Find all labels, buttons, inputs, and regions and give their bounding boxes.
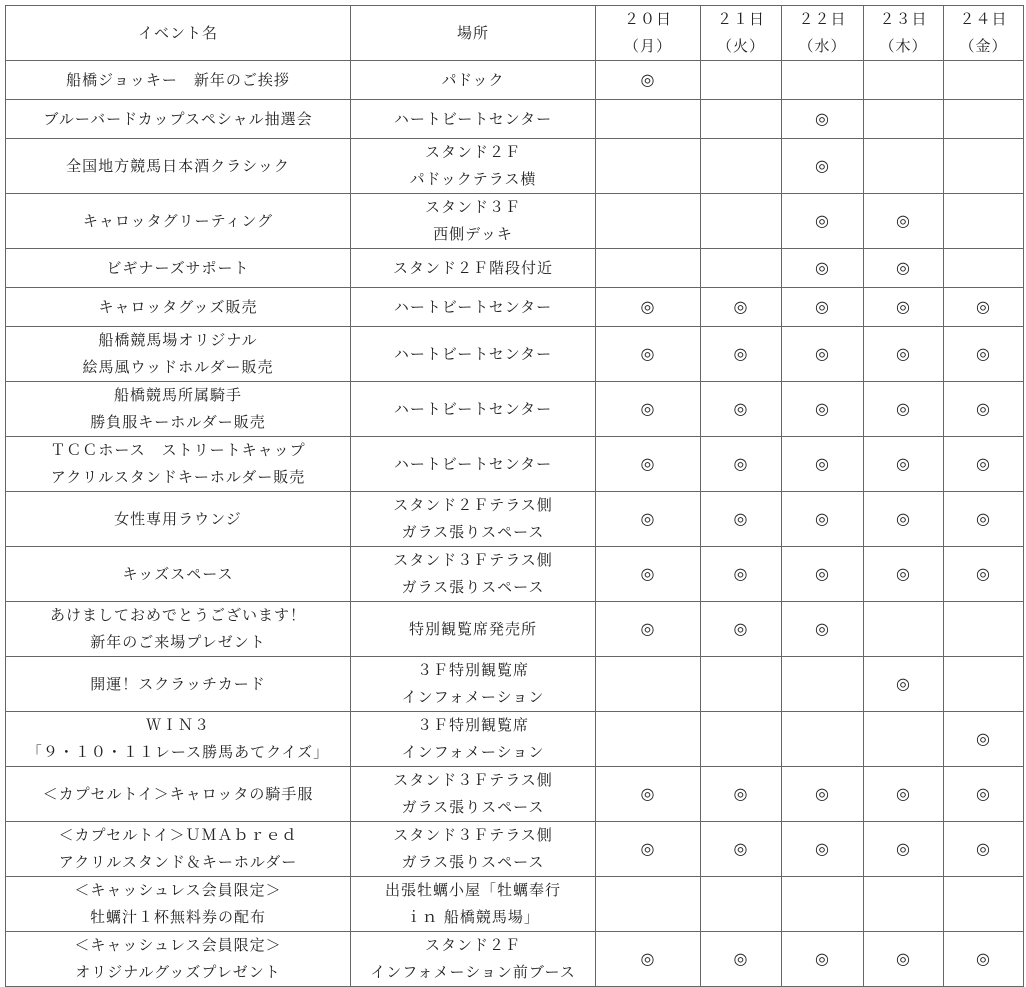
double-circle-mark: ◎ — [976, 399, 991, 418]
table-row — [6, 194, 1024, 249]
event-name-line: 全国地方競馬日本酒クラシック — [66, 156, 290, 175]
double-circle-mark: ◎ — [896, 211, 911, 230]
table-row — [6, 382, 1024, 437]
event-name-cell — [6, 767, 351, 822]
place-cell — [351, 437, 596, 492]
day-cell — [864, 767, 944, 822]
day-cell — [864, 822, 944, 877]
place-line: ガラス張りスペース — [401, 523, 545, 541]
place-line: ｉｎ 船橋競馬場」 — [406, 908, 540, 926]
day-cell — [596, 712, 701, 767]
table-row — [6, 139, 1024, 194]
day-cell — [864, 139, 944, 194]
table-row — [6, 767, 1024, 822]
event-name-cell — [6, 437, 351, 492]
day-cell — [782, 327, 864, 382]
day-cell — [596, 194, 701, 249]
header-place: 場所 — [351, 6, 596, 61]
day-cell — [701, 139, 782, 194]
day-cell — [701, 602, 782, 657]
double-circle-mark: ◎ — [733, 619, 749, 638]
table-row — [6, 327, 1024, 382]
day-cell — [701, 194, 782, 249]
event-name-line: アクリルスタンド＆キーホルダー — [58, 853, 298, 871]
place-line: 特別観覧席発売所 — [408, 619, 537, 638]
double-circle-mark: ◎ — [815, 784, 830, 803]
day-cell — [701, 932, 782, 987]
double-circle-mark: ◎ — [976, 509, 991, 528]
event-name-line: 勝負服キーホルダー販売 — [90, 413, 266, 431]
day-cell — [944, 492, 1024, 547]
event-name-line: ビギナーズサポート — [106, 258, 250, 277]
day-cell — [701, 382, 782, 437]
header-day-24: ２４日 （金） — [944, 6, 1024, 61]
double-circle-mark: ◎ — [640, 297, 656, 316]
event-name-cell — [6, 822, 351, 877]
double-circle-mark: ◎ — [896, 949, 911, 968]
event-name-cell — [6, 139, 351, 194]
day-cell — [596, 547, 701, 602]
event-name-cell — [6, 61, 351, 100]
double-circle-mark: ◎ — [896, 258, 911, 277]
header-day-20: ２０日 （月） — [596, 6, 701, 61]
double-circle-mark: ◎ — [733, 564, 749, 583]
place-cell — [351, 61, 596, 100]
double-circle-mark: ◎ — [733, 949, 749, 968]
day-cell — [944, 657, 1024, 712]
day-cell — [864, 288, 944, 327]
day-cell — [864, 547, 944, 602]
day-cell — [701, 657, 782, 712]
day-cell — [782, 822, 864, 877]
day-cell — [864, 327, 944, 382]
table-row — [6, 61, 1024, 100]
day-cell — [596, 139, 701, 194]
day-cell — [782, 437, 864, 492]
double-circle-mark: ◎ — [976, 784, 991, 803]
event-name-line: キッズスペース — [122, 564, 234, 583]
place-cell — [351, 767, 596, 822]
place-cell — [351, 657, 596, 712]
day-cell — [944, 139, 1024, 194]
place-line: 西側デッキ — [433, 225, 513, 243]
place-line: スタンド３Ｆテラス側 — [393, 551, 553, 569]
table-row — [6, 288, 1024, 327]
day-cell — [864, 194, 944, 249]
place-cell — [351, 100, 596, 139]
day-cell — [864, 100, 944, 139]
place-line: ３Ｆ特別観覧席 — [416, 716, 529, 734]
place-line: ハートビートセンター — [393, 344, 553, 363]
day-cell — [864, 877, 944, 932]
day-cell — [782, 382, 864, 437]
event-name-line: アクリルスタンドキーホルダー販売 — [50, 468, 306, 486]
event-name-line: 開運！スクラッチカード — [90, 674, 266, 693]
event-name-cell — [6, 249, 351, 288]
place-line: ガラス張りスペース — [401, 853, 545, 871]
day-cell — [944, 822, 1024, 877]
place-line: ハートビートセンター — [393, 399, 553, 418]
event-name-line: キャロッタグッズ販売 — [98, 297, 258, 316]
double-circle-mark: ◎ — [896, 509, 911, 528]
event-name-cell — [6, 877, 351, 932]
day-cell — [596, 249, 701, 288]
place-cell — [351, 712, 596, 767]
event-name-cell — [6, 100, 351, 139]
day-cell — [782, 139, 864, 194]
day-cell — [864, 932, 944, 987]
day-cell — [596, 602, 701, 657]
double-circle-mark: ◎ — [815, 258, 830, 277]
double-circle-mark: ◎ — [640, 949, 656, 968]
place-line: ガラス張りスペース — [401, 798, 545, 816]
place-cell — [351, 932, 596, 987]
double-circle-mark: ◎ — [896, 454, 911, 473]
day-cell — [596, 100, 701, 139]
day-cell — [782, 288, 864, 327]
place-line: ハートビートセンター — [393, 297, 553, 316]
double-circle-mark: ◎ — [640, 564, 656, 583]
place-cell — [351, 139, 596, 194]
place-line: パドックテラス横 — [409, 170, 537, 188]
event-name-cell — [6, 932, 351, 987]
day-cell — [596, 61, 701, 100]
day-cell — [782, 602, 864, 657]
event-name-line: 絵馬風ウッドホルダー販売 — [82, 358, 274, 376]
schedule-body — [6, 61, 1024, 987]
double-circle-mark: ◎ — [976, 839, 991, 858]
double-circle-mark: ◎ — [640, 839, 656, 858]
table-row — [6, 822, 1024, 877]
place-line: スタンド２Ｆ — [424, 143, 521, 161]
double-circle-mark: ◎ — [896, 839, 911, 858]
table-row — [6, 492, 1024, 547]
event-name-line: ＜カプセルトイ＞キャロッタの騎手服 — [42, 784, 314, 803]
day-cell — [944, 547, 1024, 602]
event-name-line: 船橋競馬所属騎手 — [113, 386, 242, 404]
event-name-line: 船橋競馬場オリジナル — [98, 331, 258, 349]
event-name-cell — [6, 382, 351, 437]
day-cell — [596, 327, 701, 382]
place-line: ３Ｆ特別観覧席 — [416, 661, 529, 679]
day-cell — [944, 194, 1024, 249]
day-cell — [701, 327, 782, 382]
header-event-name: イベント名 — [6, 6, 351, 61]
event-name-cell — [6, 288, 351, 327]
event-name-cell — [6, 712, 351, 767]
event-name-line: ＷＩＮ３ — [145, 716, 210, 734]
place-line: ハートビートセンター — [393, 109, 553, 128]
day-cell — [944, 288, 1024, 327]
table-row — [6, 932, 1024, 987]
day-cell — [944, 712, 1024, 767]
event-name-cell — [6, 602, 351, 657]
table-row — [6, 877, 1024, 932]
event-name-line: ＜キャッシュレス会員限定＞ — [74, 936, 282, 954]
place-cell — [351, 602, 596, 657]
day-cell — [944, 327, 1024, 382]
double-circle-mark: ◎ — [815, 509, 830, 528]
day-cell — [944, 382, 1024, 437]
day-cell — [944, 100, 1024, 139]
place-cell — [351, 547, 596, 602]
double-circle-mark: ◎ — [976, 454, 991, 473]
day-cell — [864, 657, 944, 712]
double-circle-mark: ◎ — [640, 784, 656, 803]
double-circle-mark: ◎ — [896, 297, 911, 316]
event-name-line: あけましておめでとうございます！ — [49, 606, 306, 624]
table-row — [6, 547, 1024, 602]
place-line: スタンド２Ｆ — [424, 936, 521, 954]
double-circle-mark: ◎ — [976, 564, 991, 583]
double-circle-mark: ◎ — [896, 564, 911, 583]
day-cell — [596, 382, 701, 437]
day-cell — [596, 437, 701, 492]
day-cell — [701, 492, 782, 547]
place-line: インフォメーション前ブース — [370, 963, 576, 981]
day-cell — [596, 657, 701, 712]
day-cell — [782, 547, 864, 602]
table-row — [6, 657, 1024, 712]
place-line: 出張牡蠣小屋「牡蠣奉行 — [384, 881, 561, 899]
day-cell — [596, 932, 701, 987]
day-cell — [864, 249, 944, 288]
place-cell — [351, 249, 596, 288]
place-cell — [351, 194, 596, 249]
double-circle-mark: ◎ — [640, 344, 656, 363]
event-name-line: ブルーバードカップスペシャル抽選会 — [43, 109, 313, 128]
day-cell — [596, 288, 701, 327]
day-cell — [701, 61, 782, 100]
table-row — [6, 712, 1024, 767]
double-circle-mark: ◎ — [640, 70, 656, 89]
event-name-line: 牡蠣汁１杯無料券の配布 — [89, 908, 266, 926]
place-cell — [351, 822, 596, 877]
day-cell — [782, 932, 864, 987]
day-cell — [782, 657, 864, 712]
double-circle-mark: ◎ — [896, 674, 911, 693]
event-name-cell — [6, 657, 351, 712]
double-circle-mark: ◎ — [815, 156, 830, 175]
place-cell — [351, 327, 596, 382]
day-cell — [864, 492, 944, 547]
double-circle-mark: ◎ — [976, 297, 991, 316]
header-row — [6, 6, 1024, 61]
day-cell — [782, 877, 864, 932]
place-cell — [351, 877, 596, 932]
table-row — [6, 437, 1024, 492]
day-cell — [944, 767, 1024, 822]
double-circle-mark: ◎ — [815, 949, 830, 968]
place-line: インフォメーション — [401, 688, 545, 706]
day-cell — [701, 437, 782, 492]
place-cell — [351, 382, 596, 437]
table-row — [6, 602, 1024, 657]
event-name-line: ＜カプセルトイ＞ＵＭＡｂｒｅｄ — [58, 826, 298, 844]
double-circle-mark: ◎ — [976, 949, 991, 968]
day-cell — [701, 100, 782, 139]
double-circle-mark: ◎ — [976, 344, 991, 363]
double-circle-mark: ◎ — [733, 399, 749, 418]
double-circle-mark: ◎ — [815, 619, 830, 638]
day-cell — [782, 492, 864, 547]
day-cell — [864, 602, 944, 657]
day-cell — [701, 288, 782, 327]
day-cell — [782, 767, 864, 822]
day-cell — [782, 100, 864, 139]
double-circle-mark: ◎ — [815, 564, 830, 583]
event-name-cell — [6, 194, 351, 249]
day-cell — [944, 602, 1024, 657]
day-cell — [782, 249, 864, 288]
event-name-line: 「９・１０・１１レース勝馬あてクイズ」 — [26, 743, 330, 761]
day-cell — [596, 767, 701, 822]
event-name-line: 新年のご来場プレゼント — [90, 633, 266, 651]
event-schedule-table — [5, 5, 1024, 987]
day-cell — [782, 712, 864, 767]
double-circle-mark: ◎ — [640, 619, 656, 638]
event-name-line: 船橋ジョッキー 新年のご挨拶 — [66, 70, 290, 89]
day-cell — [782, 194, 864, 249]
header-day-22: ２２日 （水） — [782, 6, 864, 61]
double-circle-mark: ◎ — [733, 509, 749, 528]
table-row — [6, 100, 1024, 139]
double-circle-mark: ◎ — [896, 399, 911, 418]
day-cell — [864, 712, 944, 767]
event-name-cell — [6, 492, 351, 547]
double-circle-mark: ◎ — [733, 344, 749, 363]
double-circle-mark: ◎ — [815, 454, 830, 473]
day-cell — [864, 382, 944, 437]
double-circle-mark: ◎ — [815, 211, 830, 230]
double-circle-mark: ◎ — [976, 729, 991, 748]
place-cell — [351, 492, 596, 547]
event-name-line: ＴＣＣホース ストリートキャップ — [50, 441, 306, 459]
day-cell — [596, 822, 701, 877]
day-cell — [701, 547, 782, 602]
double-circle-mark: ◎ — [640, 454, 656, 473]
header-day-23: ２３日 （木） — [864, 6, 944, 61]
event-name-line: オリジナルグッズプレゼント — [75, 963, 281, 981]
day-cell — [864, 437, 944, 492]
double-circle-mark: ◎ — [640, 509, 656, 528]
day-cell — [596, 877, 701, 932]
event-name-line: キャロッタグリーティング — [82, 211, 274, 230]
double-circle-mark: ◎ — [815, 839, 830, 858]
day-cell — [944, 249, 1024, 288]
event-name-line: 女性専用ラウンジ — [114, 509, 242, 528]
day-cell — [701, 249, 782, 288]
double-circle-mark: ◎ — [815, 297, 830, 316]
day-cell — [864, 61, 944, 100]
double-circle-mark: ◎ — [896, 784, 911, 803]
place-line: ハートビートセンター — [393, 454, 553, 473]
place-line: スタンド３Ｆ — [424, 198, 521, 216]
day-cell — [944, 932, 1024, 987]
day-cell — [782, 61, 864, 100]
day-cell — [944, 61, 1024, 100]
event-name-line: ＜キャッシュレス会員限定＞ — [74, 881, 282, 899]
place-line: インフォメーション — [401, 743, 545, 761]
double-circle-mark: ◎ — [640, 399, 656, 418]
event-name-cell — [6, 327, 351, 382]
place-line: スタンド３Ｆテラス側 — [393, 771, 553, 789]
double-circle-mark: ◎ — [815, 344, 830, 363]
double-circle-mark: ◎ — [733, 839, 749, 858]
double-circle-mark: ◎ — [733, 784, 749, 803]
header-day-21: ２１日 （火） — [701, 6, 782, 61]
place-line: ガラス張りスペース — [401, 578, 545, 596]
day-cell — [596, 492, 701, 547]
day-cell — [701, 877, 782, 932]
place-line: スタンド３Ｆテラス側 — [393, 826, 553, 844]
double-circle-mark: ◎ — [815, 399, 830, 418]
day-cell — [944, 437, 1024, 492]
day-cell — [701, 767, 782, 822]
event-name-cell — [6, 547, 351, 602]
place-cell — [351, 288, 596, 327]
day-cell — [701, 822, 782, 877]
double-circle-mark: ◎ — [815, 109, 830, 128]
day-cell — [944, 877, 1024, 932]
double-circle-mark: ◎ — [733, 297, 749, 316]
day-cell — [701, 712, 782, 767]
double-circle-mark: ◎ — [896, 344, 911, 363]
double-circle-mark: ◎ — [733, 454, 749, 473]
place-line: スタンド２Ｆ階段付近 — [392, 258, 553, 277]
table-row — [6, 249, 1024, 288]
place-line: スタンド２Ｆテラス側 — [393, 496, 553, 514]
place-line: パドック — [441, 70, 505, 89]
